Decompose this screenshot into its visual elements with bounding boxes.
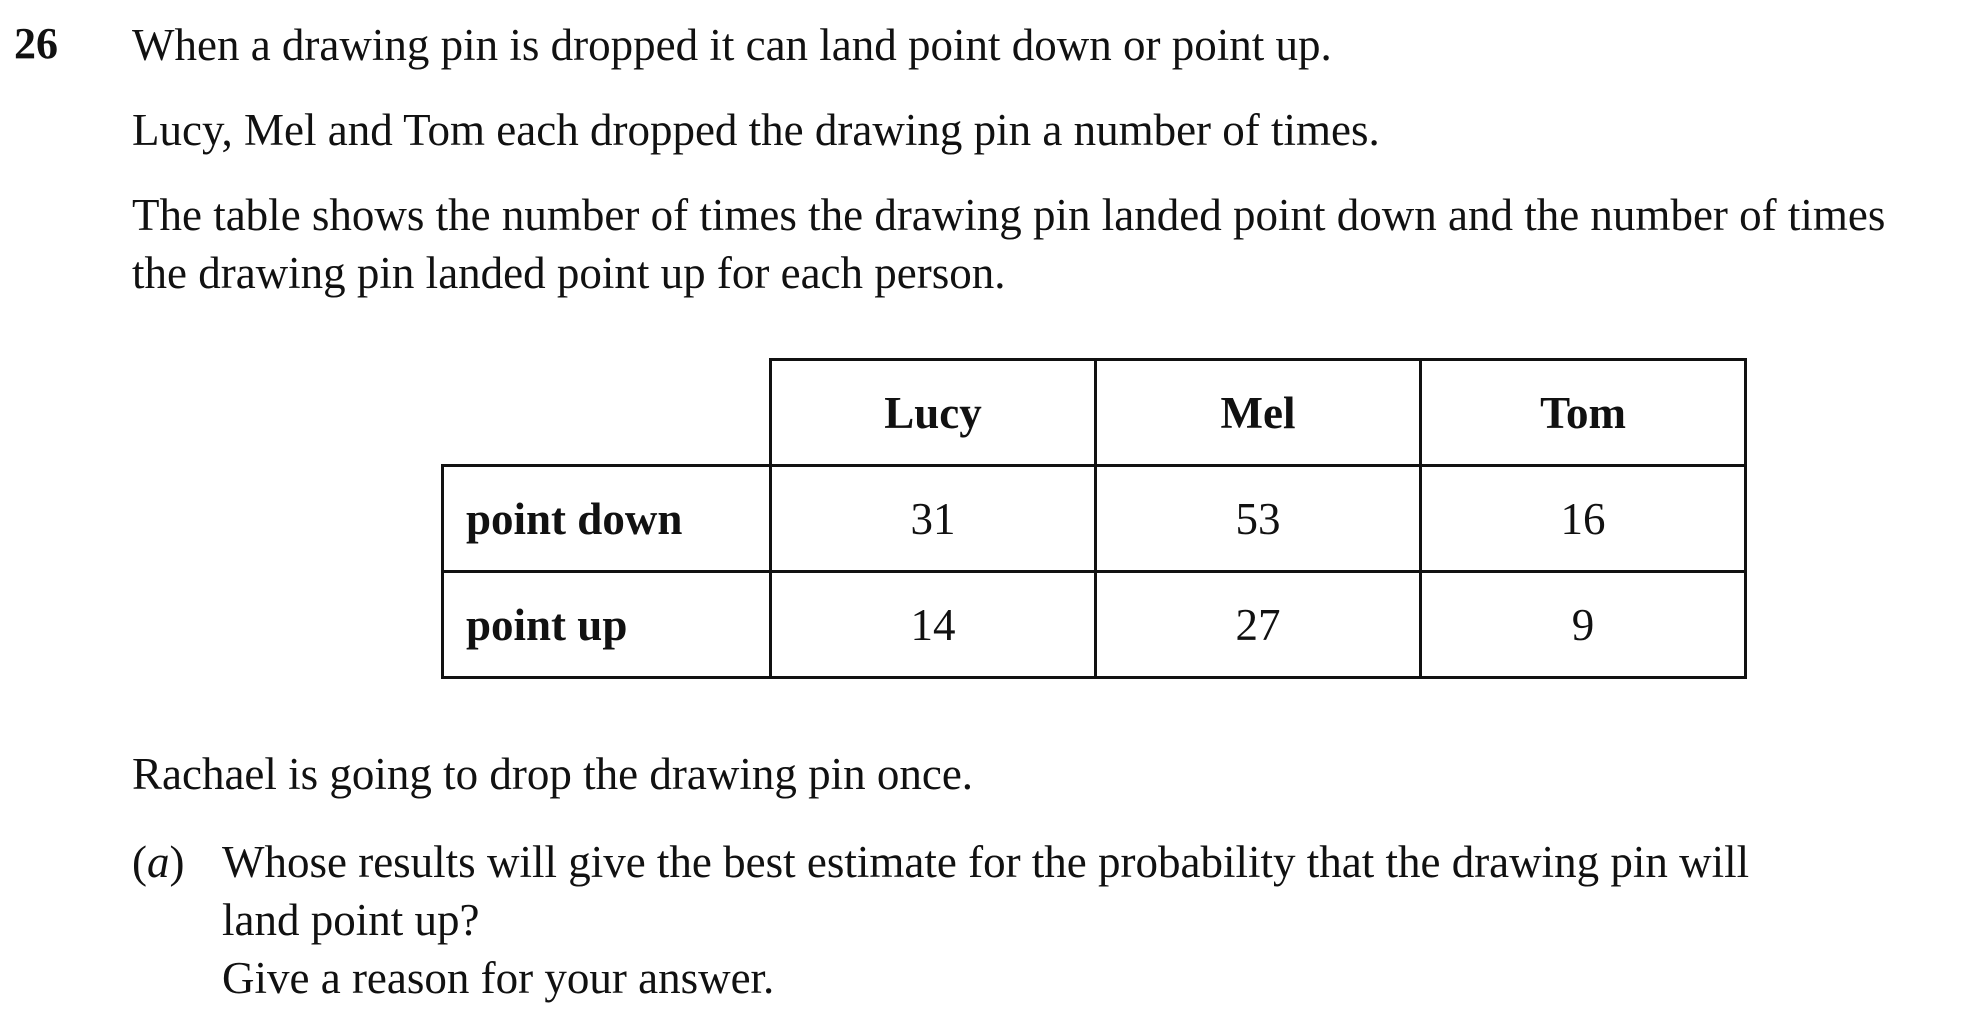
part-a-line-2: land point up? bbox=[222, 895, 480, 945]
column-header-tom: Tom bbox=[1421, 360, 1746, 466]
part-a-question bbox=[222, 833, 1922, 1007]
table-corner-cell bbox=[443, 360, 771, 466]
cell-point-up-tom: 9 bbox=[1421, 572, 1746, 678]
cell-point-up-lucy: 14 bbox=[771, 572, 1096, 678]
cell-point-down-mel: 53 bbox=[1096, 466, 1421, 572]
after-table-sentence: Rachael is going to drop the drawing pin once. bbox=[132, 749, 974, 799]
intro-sentence-1: When a drawing pin is dropped it can land point down or point up. bbox=[132, 20, 1332, 70]
table-row-point-up bbox=[443, 572, 1746, 678]
column-header-lucy: Lucy bbox=[771, 360, 1096, 466]
intro-sentence-3: The table shows the number of times the drawing pin landed point down and the number of times the drawing pin landed point up for each person. bbox=[132, 190, 1886, 298]
cell-point-down-lucy: 31 bbox=[771, 466, 1096, 572]
cell-point-down-tom: 16 bbox=[1421, 466, 1746, 572]
part-a-line-1: Whose results will give the best estimate for the probability that the drawing pin will bbox=[222, 837, 1750, 887]
question-number: 26 bbox=[14, 19, 58, 68]
column-header-mel: Mel bbox=[1096, 360, 1421, 466]
table-row-point-down bbox=[443, 466, 1746, 572]
part-a-label: (a) bbox=[132, 837, 185, 887]
part-a-line-3: Give a reason for your answer. bbox=[222, 953, 775, 1003]
intro-sentence-2: Lucy, Mel and Tom each dropped the drawing pin a number of times. bbox=[132, 105, 1380, 155]
row-header-point-down: point down bbox=[443, 466, 771, 572]
results-table bbox=[441, 358, 1747, 679]
table-header-row bbox=[443, 360, 1746, 466]
row-header-point-up: point up bbox=[443, 572, 771, 678]
cell-point-up-mel: 27 bbox=[1096, 572, 1421, 678]
